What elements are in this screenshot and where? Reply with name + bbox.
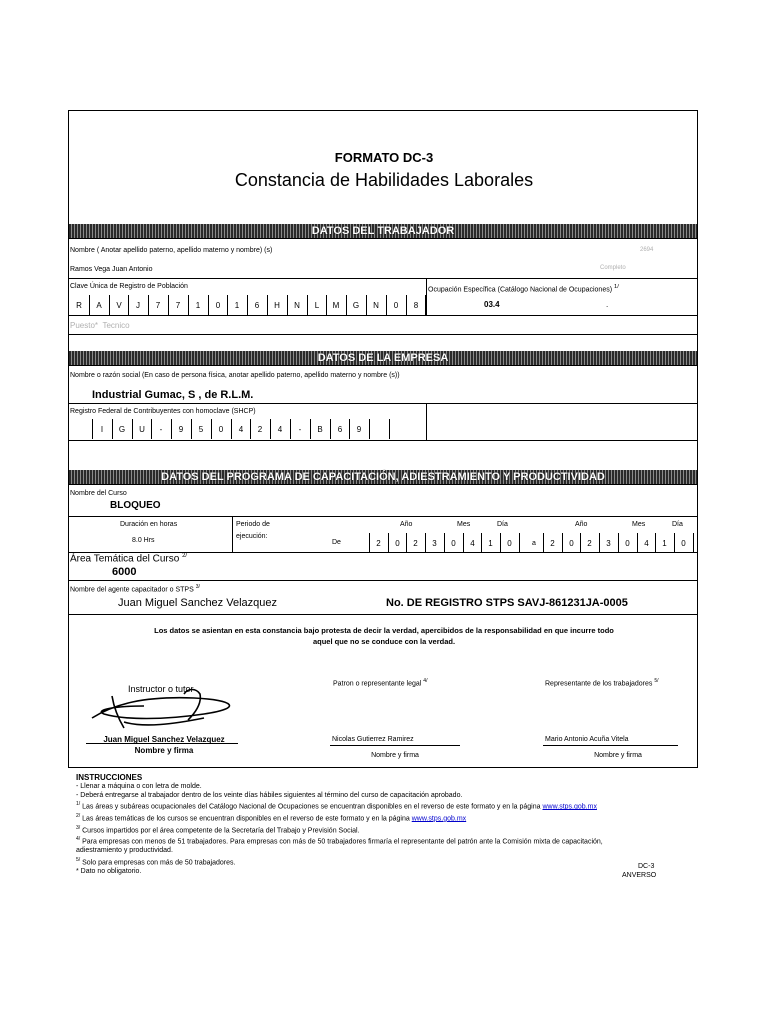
from-day-label: Día: [497, 521, 508, 528]
to-date-digit[interactable]: 1: [662, 539, 667, 548]
to-date-digit[interactable]: 4: [644, 539, 649, 548]
to-year-label: Año: [575, 521, 588, 528]
instruction-text: Para empresas con menos de 51 trabajadores. Para empresas con más de 50 trabajadores firmaría el representante del patrón ante la Comisión mixta de capacitación,: [82, 838, 603, 846]
instructions-list: [76, 783, 676, 876]
curp-char[interactable]: 0: [393, 301, 399, 310]
from-date-digit[interactable]: 3: [432, 539, 437, 548]
instruction-line: [76, 800, 676, 812]
curp-char[interactable]: 8: [413, 301, 419, 310]
rfc-char[interactable]: 2: [257, 425, 263, 434]
instructor-signature-image: [84, 684, 254, 734]
agent-value[interactable]: Juan Miguel Sanchez Velazquez: [118, 597, 277, 609]
curp-char[interactable]: 7: [155, 301, 161, 310]
section-worker-header: DATOS DEL TRABAJADOR: [69, 224, 697, 238]
rfc-char[interactable]: 0: [218, 425, 224, 434]
rfc-char[interactable]: G: [118, 425, 126, 434]
instructions-title: INSTRUCCIONES: [76, 773, 143, 782]
period-label-2: ejecución:: [236, 533, 268, 540]
stps-registry[interactable]: No. DE REGISTRO STPS SAVJ-861231JA-0005: [386, 597, 628, 609]
instruction-line: [76, 835, 676, 847]
rfc-char[interactable]: -: [298, 425, 302, 434]
from-year-label: Año: [400, 521, 413, 528]
occupation-dot: .: [606, 300, 609, 309]
curp-char[interactable]: 6: [254, 301, 260, 310]
duration-value[interactable]: 8.0 Hrs: [132, 537, 155, 544]
employer-sign-label: Nombre y firma: [371, 752, 419, 759]
to-month-label: Mes: [632, 521, 646, 528]
curp-char[interactable]: 1: [195, 301, 201, 310]
curp-char[interactable]: 0: [215, 301, 221, 310]
rfc-separator: [389, 419, 390, 439]
workers-rep-label: Representante de los trabajadores $^{5/}$: [545, 678, 659, 688]
to-date-separator: [693, 533, 694, 552]
workers-rep-sign-label: Nombre y firma: [594, 752, 642, 759]
duration-label: Duración en horas: [120, 521, 178, 528]
to-day-label: Día: [672, 521, 683, 528]
instruction-text: Las áreas temáticas de los cursos se encuentran disponibles en el reverso de este formato y en la página: [82, 815, 412, 823]
curp-char[interactable]: N: [373, 301, 379, 310]
form-code: FORMATO DC-3: [334, 150, 434, 165]
area-value[interactable]: 6000: [112, 566, 137, 578]
instruction-line: [76, 856, 676, 868]
curp-label: Clave Única de Registro de Población: [70, 283, 188, 290]
curp-char[interactable]: H: [274, 301, 280, 310]
from-date-digit[interactable]: 4: [470, 539, 475, 548]
from-date-digit[interactable]: 2: [413, 539, 418, 548]
worker-name-label: Nombre ( Anotar apellido paterno, apellido materno y nombre) (s): [70, 247, 273, 254]
curp-char[interactable]: V: [116, 301, 122, 310]
instruction-text: * Dato no obligatorio.: [76, 867, 142, 875]
position-field[interactable]: Puesto* Tecnico: [70, 321, 130, 330]
curp-char[interactable]: R: [76, 301, 82, 310]
from-date-digit[interactable]: 0: [395, 539, 400, 548]
instruction-number: 1/: [76, 801, 81, 807]
form-title: Constancia de Habilidades Laborales: [234, 170, 534, 190]
to-date-digit[interactable]: 0: [625, 539, 630, 548]
rfc-separator: [369, 419, 370, 439]
rfc-char[interactable]: 4: [277, 425, 283, 434]
area-label: Área Temática del Curso $^{2/}$: [70, 553, 188, 565]
instructor-name: Juan Miguel Sanchez Velazquez: [103, 735, 225, 744]
from-date-digit[interactable]: 0: [507, 539, 512, 548]
worker-name-value[interactable]: Ramos Vega Juan Antonio: [70, 266, 153, 273]
employer-label: Patron o representante legal $^{4/}$: [333, 678, 428, 688]
stps-link[interactable]: www.stps.gob.mx: [542, 803, 597, 811]
agent-label: Nombre del agente capacitador o STPS $^{3/}$: [70, 584, 200, 594]
occupation-value[interactable]: 03.4: [484, 300, 500, 309]
period-label-1: Periodo de: [236, 521, 270, 528]
course-value[interactable]: BLOQUEO: [110, 500, 161, 511]
instruction-line: [76, 824, 676, 836]
rfc-char[interactable]: -: [159, 425, 163, 434]
rfc-char[interactable]: B: [317, 425, 323, 434]
rfc-char[interactable]: I: [100, 425, 104, 434]
instruction-number: 2/: [76, 812, 81, 819]
stps-link[interactable]: www.stps.gob.mx: [411, 815, 467, 823]
instruction-number: 5/: [76, 856, 81, 863]
course-label: Nombre del Curso: [70, 490, 127, 497]
from-date-digit[interactable]: 0: [451, 539, 456, 548]
rfc-label: Registro Federal de Contribuyentes con homoclave (SHCP): [70, 408, 256, 415]
occupation-label: Ocupación Específica (Catálogo Nacional de Ocupaciones) $^{1/}$: [428, 284, 619, 294]
from-date-separator: [519, 533, 520, 552]
from-date-digit[interactable]: 1: [488, 539, 493, 548]
instruction-line: [76, 868, 676, 877]
curp-char[interactable]: J: [136, 301, 140, 310]
curp-char[interactable]: 1: [234, 301, 240, 310]
form-frame: [68, 110, 698, 768]
rfc-char[interactable]: U: [139, 425, 145, 434]
declaration-line-1: Los datos se asientan en esta constancia bajo protesta de decir la verdad, apercibidos de la responsabilidad en que incurre todo: [154, 626, 614, 635]
instructor-label: Instructor o tutor: [128, 684, 194, 694]
footer-side: ANVERSO: [622, 872, 657, 879]
footer-code: DC-3: [638, 863, 655, 870]
rfc-char[interactable]: 6: [337, 425, 343, 434]
rfc-char[interactable]: 4: [238, 425, 244, 434]
worker-gray-note: Completo: [600, 265, 626, 271]
declaration-line-2: aquel que no se conduce con la verdad.: [312, 637, 456, 646]
from-month-label: Mes: [457, 521, 471, 528]
rfc-char[interactable]: 9: [178, 425, 184, 434]
rfc-char[interactable]: 5: [198, 425, 204, 434]
instruction-line: [76, 792, 676, 801]
instruction-line: [76, 847, 676, 856]
worker-gray-code: 2694: [640, 247, 654, 253]
instruction-text: - Deberá entregarse al trabajador dentro de los veinte días hábiles siguientes al término del curso de capacitación aprobado.: [76, 791, 463, 799]
employer-name: Nicolas Gutierrez Ramirez: [332, 736, 414, 743]
to-label: a: [532, 540, 536, 547]
instruction-text: Las áreas y subáreas ocupacionales del Catálogo Nacional de Ocupaciones se encuentran disponibles en el reverso de este formato y en la página: [82, 803, 543, 811]
curp-char[interactable]: G: [352, 301, 360, 310]
instruction-text: - Llenar a máquina o con letra de molde.: [76, 783, 202, 790]
to-date-digit[interactable]: 0: [569, 539, 574, 548]
workers-rep-name: Mario Antonio Acuña Vitela: [545, 736, 629, 743]
section-program-header: DATOS DEL PROGRAMA DE CAPACITACIÓN, ADIESTRAMIENTO Y PRODUCTIVIDAD: [69, 470, 697, 484]
from-date-digit[interactable]: 2: [376, 539, 381, 548]
instructor-sign-label: Nombre y firma: [134, 746, 194, 755]
to-date-digit[interactable]: 0: [681, 539, 686, 548]
rfc-char[interactable]: 9: [356, 425, 362, 434]
instruction-text: Cursos impartidos por el área competente de la Secretaría del Trabajo y Previsión Social.: [82, 826, 360, 834]
to-date-digit[interactable]: 3: [606, 539, 611, 548]
curp-char[interactable]: 7: [175, 301, 181, 310]
curp-char[interactable]: A: [96, 301, 102, 310]
instruction-text: Solo para empresas con más de 50 trabajadores.: [82, 859, 236, 867]
curp-char[interactable]: M: [332, 301, 340, 310]
instruction-text: adiestramiento y productividad.: [76, 847, 173, 855]
section-company-header: DATOS DE LA EMPRESA: [69, 351, 697, 365]
instruction-line: [76, 812, 676, 824]
from-label: De: [332, 539, 341, 546]
instruction-line: [76, 783, 676, 792]
to-date-digit[interactable]: 2: [550, 539, 555, 548]
company-name-label: Nombre o razón social (En caso de persona física, anotar apellido paterno, apellido materno y nombre (s)): [70, 372, 400, 379]
to-date-digit[interactable]: 2: [587, 539, 592, 548]
company-name-value[interactable]: Industrial Gumac, S , de R.L.M.: [92, 389, 254, 401]
instruction-number: 4/: [76, 836, 81, 843]
curp-char[interactable]: N: [294, 301, 300, 310]
instruction-number: 3/: [76, 824, 81, 831]
curp-char[interactable]: L: [314, 301, 320, 310]
